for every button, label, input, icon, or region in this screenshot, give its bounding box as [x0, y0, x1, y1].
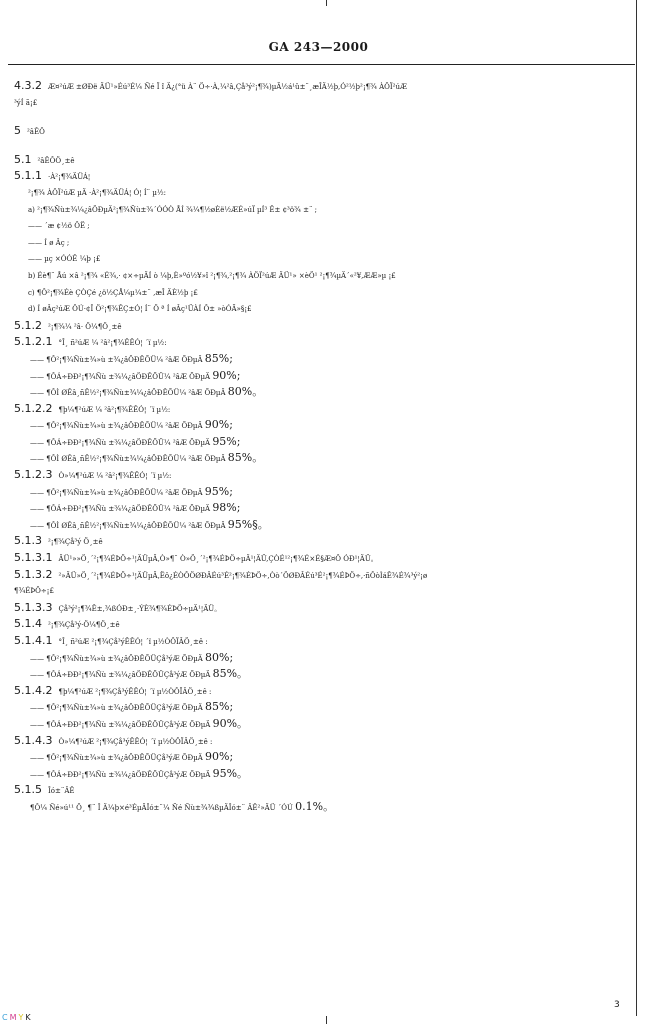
- clause-5-1-2-2: [14, 401, 626, 418]
- clause-number: 5.1.1: [14, 169, 42, 183]
- dash-item-text: —— ¶ÔÌ ØÊâ¸ñÊ½²¡¶¾Ñù±¾¼¿âÖÐÊÕÜ¼ ²âÆ ÕÐµÄ: [30, 455, 226, 464]
- dash-item-text: —— µç ×ÓÓÊ ¼þ ¡£: [28, 255, 101, 264]
- clause-number: 5.1: [14, 152, 32, 166]
- list-item-a: [14, 202, 626, 219]
- clause-text: Ò»¼¶²úÆ ¼ ²â²¡¶¾ÊÊÓ¦ ´ï µ½:: [58, 472, 172, 481]
- dash-item: [14, 484, 626, 501]
- clause-text: ¶¾ÉÞÖ÷¡£: [14, 587, 54, 596]
- standard-code-header: GA 243—2000: [268, 40, 369, 54]
- crop-mark-bottom: [326, 1016, 327, 1024]
- section-title: ²âÊÔ: [27, 128, 45, 137]
- page-number: 3: [614, 1000, 620, 1010]
- dash-item: [14, 417, 626, 434]
- dash-item-text: —— ¶ÔÁ÷ÐÐ²¡¶¾Ñù ±¾¼¿âÖÐÊÕÜ¼ ²âÆ ÕÐµÄ: [30, 505, 211, 514]
- clause-5-1-3-2: [14, 567, 626, 584]
- clause-number: 5.1.2: [14, 318, 42, 332]
- clause-5-1-1: [14, 168, 626, 185]
- dash-item: [14, 500, 626, 517]
- clause-5-1-2-3: [14, 467, 626, 484]
- clause-text: Çå³ý²¡¶¾Ê±,¾ßÓÐ±¸·ÝÈ¾¶¾ÉÞÖ÷µÄ¹¦ÄÜ。: [58, 604, 222, 613]
- percentage: 90%;: [205, 750, 234, 764]
- percentage: 90%;: [212, 368, 241, 382]
- list-item-text: b) Éè¶¨ Åú ×â ²¡¶¾ «É¾,· ¢×÷µÄÍ ò ¼þ,È»ºó½¥»î ²¡¶¾,²¡¶¾ ÀÖÏ²úÆ ÄÜ¹» ×èÖ¹ ²¡¶¾µÄ´«²¥,ÆÆ»µ ¡£: [28, 271, 396, 280]
- black-mark: K: [25, 1013, 33, 1022]
- crop-mark-top: [326, 0, 327, 6]
- clause-5-1-2: [14, 318, 626, 335]
- clause-number: 5.1.4.3: [14, 733, 53, 747]
- cyan-mark: C: [2, 1013, 10, 1022]
- clause-text: °Î¸ ñ²úÆ ¼ ²â²¡¶¾ÊÊÓ¦ ´ï µ½:: [58, 339, 167, 348]
- clause-number: 5.1.3.3: [14, 600, 53, 614]
- spacer: [14, 140, 626, 152]
- paragraph: [14, 185, 626, 202]
- dash-item-text: —— ¶Ô²¡¶¾Ñù±¾»ù ±¾¿âÖÐÊÕÜÇå³ýÆ ÕÐµÄ: [30, 654, 203, 663]
- list-item-c: [14, 285, 626, 302]
- percentage: 0.1%。: [295, 799, 335, 813]
- percentage: 80%;: [205, 650, 234, 664]
- dash-item: [14, 218, 626, 235]
- dash-item: [14, 251, 626, 268]
- clause-number: 5.1.2.1: [14, 335, 53, 349]
- dash-item-text: —— Í ø Âç ;: [28, 238, 70, 247]
- clause-text: Æ¤²úÆ ±ØÐë ÄÜ¹»Éú³É¼ Ñé Ï î Ä¿(°ü À¨ Ö÷·À,¼²â,Çå³ý²¡¶¾)µÃ½á¹û±¨¸æÎÄ½þ,Ó²½þ²¡¶¾ ÀÖÏ²úÆ: [48, 83, 407, 91]
- yellow-mark: Y: [18, 1013, 26, 1022]
- percentage: 85%;: [205, 700, 234, 714]
- clause-text: ÄÜ¹»»Ö¸´²¡¶¾ÉÞÖ÷¹¦ÄÜµÄ,Ò»¶¨ Ò»Ö¸´²¡¶¾ÉÞÖ÷µÄ¹¦ÄÜ,ÇÒÉ¹²¡¶¾É×É§Æ¤Ô ÓÐ¹¦ÄÜ。: [58, 555, 378, 564]
- percentage: 85%。: [227, 451, 264, 465]
- dash-item-text: —— ¶ÔÌ ØÊâ¸ñÊ½²¡¶¾Ñù±¾¼¿âÖÐÊÕÜ¼ ²âÆ ÕÐµÄ: [30, 389, 226, 398]
- list-item-text: a) ²¡¶¾Ñù±¾¼¿âÖÐµÄ²¡¶¾Ñù±¾´ÓÓÒ ÅÍ ¾¼¶½øÈë½ÆÉ»úÏ µÍ³ Ê± ¢³ö¾ ±¨ ;: [28, 205, 318, 214]
- paragraph-text: ¶Ô¼ Ñé»ú¹¹ Ö¸ ¶¨ Î Ä¼þ×é³ÉµÄÎó±¨¼ Ñé Ñù±¾¾ßµÄÎó±¨ ÂÊ²»ÄÜ ´ÓÚ: [30, 803, 293, 812]
- clause-text: Ò»¼¶²úÆ ²¡¶¾Çå³ýÊÊÓ¦ ´ï µ½ÒÔÏÂÖ¸±ê :: [58, 737, 213, 746]
- dash-item-text: —— ¶Ô²¡¶¾Ñù±¾»ù ±¾¿âÖÐÊÕÜ¼ ²âÆ ÕÐµÄ: [30, 355, 203, 364]
- dash-item: [14, 235, 626, 252]
- clause-title: Îó±¨ÂÊ: [48, 787, 75, 796]
- dash-item-text: —— ¶Ô²¡¶¾Ñù±¾»ù ±¾¿âÖÐÊÕÜÇå³ýÆ ÕÐµÄ: [30, 704, 203, 713]
- spacer: [14, 111, 626, 123]
- clause-continuation: [14, 95, 626, 112]
- paragraph: [14, 799, 626, 816]
- magenta-mark: M: [9, 1013, 19, 1022]
- clause-text: ²»ÄÜ»Ö¸´²¡¶¾ÉÞÖ÷¹¦ÄÜµÄ,Ëô¿ÉÒÔÖØÐÂÉú³É²¡¶¾ÉÞÖ÷,Òò´ÖØÐÂÉú³É²¡¶¾ÉÞÖ÷,·ñÔòÌáÊ¾É¾³ý²¡ø: [58, 571, 428, 580]
- clause-number: 5.1.3.1: [14, 551, 53, 565]
- dash-item: [14, 666, 626, 683]
- clause-number: 5.1.5: [14, 783, 42, 797]
- dash-item-text: —— ¶ÔÌ ØÊâ¸ñÊ½²¡¶¾Ñù±¾¼¿âÖÐÊÕÜ¼ ²âÆ ÕÐµÄ: [30, 521, 226, 530]
- percentage: 90%;: [204, 418, 233, 432]
- clause-title: ²âÊÔÖ¸±ê: [37, 156, 75, 165]
- clause-number: 4.3.2: [14, 79, 42, 92]
- clause-text: ¶þ¼¶²úÆ ²¡¶¾Çå³ýÊÊÓ¦ ´ï µ½ÒÔÏÂÖ¸±ê :: [58, 687, 212, 696]
- dash-item: [14, 699, 626, 716]
- clause-number: 5.1.3: [14, 534, 42, 548]
- percentage: 85%。: [212, 667, 249, 681]
- dash-item-text: —— ¶ÔÁ÷ÐÐ²¡¶¾Ñù ±¾¼¿âÖÐÊÕÜÇå³ýÆ ÕÐµÄ: [30, 770, 211, 779]
- dash-item-text: —— ¶ÔÁ÷ÐÐ²¡¶¾Ñù ±¾¼¿âÖÐÊÕÜ¼ ²âÆ ÕÐµÄ: [30, 438, 211, 447]
- dash-item: [14, 517, 626, 534]
- clause-number: 5.1.4.1: [14, 634, 53, 647]
- document-body: [14, 78, 626, 816]
- clause-number: 5.1.3.2: [14, 567, 53, 581]
- percentage: 90%。: [212, 716, 249, 730]
- dash-item-text: —— ¶ÔÁ÷ÐÐ²¡¶¾Ñù ±¾¼¿âÖÐÊÕÜÇå³ýÆ ÕÐµÄ: [30, 671, 211, 680]
- dash-item: [14, 434, 626, 451]
- dash-item-text: —— ´æ ¢½ö ÔË ;: [28, 222, 90, 231]
- dash-item: [14, 384, 626, 401]
- paragraph-text: ²¡¶¾ ÀÖÏ²úÆ µÄ ·À²¡¶¾ÄÜÁ¦ Ó¦ Í¨ µ½:: [28, 188, 167, 197]
- clause-number: 5.1.4.2: [14, 683, 53, 697]
- clause-5-1-4-3: [14, 733, 626, 750]
- dash-item: [14, 749, 626, 766]
- clause-5-1-3-3: [14, 600, 626, 617]
- clause-5-1-4-2: [14, 683, 626, 700]
- header-rule: [8, 64, 635, 65]
- clause-5-1-4-1: [14, 633, 626, 650]
- percentage: 95%§。: [227, 517, 269, 531]
- dash-item: [14, 766, 626, 783]
- clause-number: 5.1.4: [14, 617, 42, 631]
- list-item-text: c) ¶Ô²¡¶¾Éè ÇÒÇé ¿ö½ÇÅ¼µ¼±¨ ,æÎ ÄÈ½þ ¡£: [28, 288, 198, 297]
- percentage: 80%。: [227, 385, 264, 399]
- clause-title: ²¡¶¾¼ ²â· Ö¼¶Ö¸±ê: [48, 322, 122, 331]
- dash-item-text: —— ¶ÔÁ÷ÐÐ²¡¶¾Ñù ±¾¼¿âÖÐÊÕÜÇå³ýÆ ÕÐµÄ: [30, 720, 211, 729]
- clause-5-1-4: [14, 616, 626, 633]
- clause-title: ·À²¡¶¾ÄÜÁ¦: [48, 173, 91, 182]
- clause-5-1-3-1: [14, 550, 626, 567]
- clause-5-1-5: [14, 782, 626, 799]
- list-item-b: [14, 268, 626, 285]
- clause-text: °Î¸ ñ²úÆ ²¡¶¾Çå³ýÊÊÓ¦ ´ï µ½ÒÔÏÂÖ¸±ê :: [58, 638, 208, 646]
- clause-4-3-2: [14, 78, 626, 95]
- dash-item-text: —— ¶Ô²¡¶¾Ñù±¾»ù ±¾¿âÖÐÊÕÜÇå³ýÆ ÕÐµÄ: [30, 754, 203, 763]
- clause-title: ²¡¶¾Çå³ý·Ö¼¶Ö¸±ê: [48, 621, 120, 630]
- dash-item-text: —— ¶Ô²¡¶¾Ñù±¾»ù ±¾¿âÖÐÊÕÜ¼ ²âÆ ÕÐµÄ: [30, 488, 203, 497]
- percentage: 95%;: [212, 434, 241, 448]
- clause-continuation: [14, 583, 626, 600]
- list-item-text: d) Í øÂç²úÆ ÔÚ·¢Î Ö²¡¶¾ÊÇ±Ó¦ Í¨ Ö ª Í øÂç¹ÜÀÍ Ô± »òÓÃ»§¡£: [28, 305, 252, 314]
- percentage: 95%。: [212, 766, 249, 780]
- clause-title: ²¡¶¾Çå³ý Ö¸±ê: [48, 538, 103, 547]
- dash-item-text: —— ¶Ô²¡¶¾Ñù±¾»ù ±¾¿âÖÐÊÕÜ¼ ²âÆ ÕÐµÄ: [30, 422, 203, 431]
- percentage: 85%;: [204, 351, 233, 365]
- clause-number: 5.1.2.3: [14, 468, 53, 482]
- dash-item: [14, 650, 626, 667]
- dash-item-text: —— ¶ÔÁ÷ÐÐ²¡¶¾Ñù ±¾¼¿âÖÐÊÕÜ¼ ²âÆ ÕÐµÄ: [30, 372, 211, 381]
- dash-item: [14, 351, 626, 368]
- clause-5-1-2-1: [14, 334, 626, 351]
- dash-item: [14, 368, 626, 385]
- clause-text: ³ýÍ ã¡£: [14, 98, 38, 107]
- section-5-heading: [14, 123, 626, 140]
- percentage: 98%;: [212, 501, 241, 515]
- clause-5-1: [14, 152, 626, 169]
- clause-number: 5.1.2.2: [14, 401, 53, 415]
- section-number: 5: [14, 124, 21, 138]
- cmyk-print-marks: [2, 1013, 33, 1022]
- percentage: 95%;: [204, 484, 233, 498]
- dash-item: [14, 450, 626, 467]
- clause-text: ¶þ¼¶²úÆ ¼ ²â²¡¶¾ÊÊÓ¦ ´ï µ½:: [58, 405, 171, 414]
- clause-5-1-3: [14, 533, 626, 550]
- dash-item: [14, 716, 626, 733]
- list-item-d: [14, 301, 626, 318]
